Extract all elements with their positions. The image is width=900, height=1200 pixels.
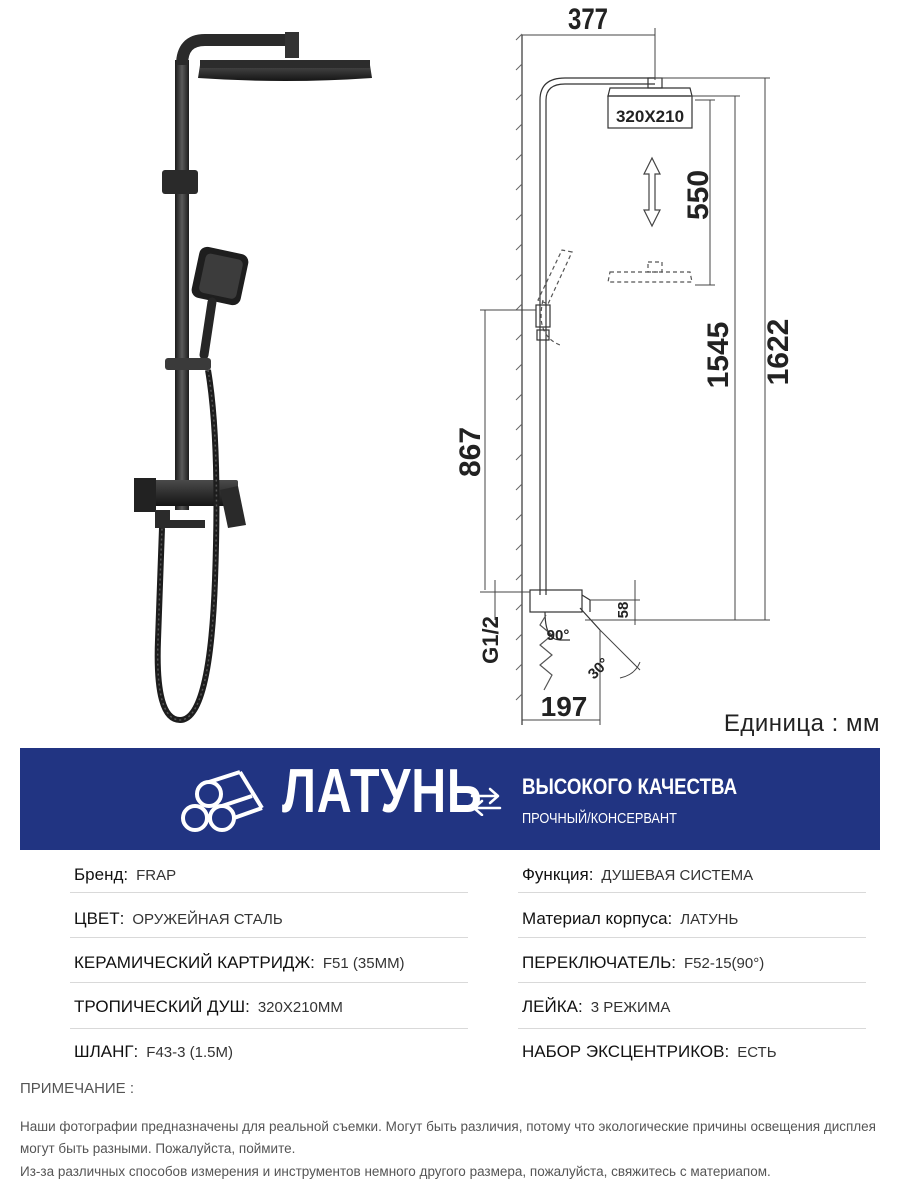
banner-title: ЛАТУНЬ [282, 757, 483, 826]
dim-spout-length: 197 [540, 691, 588, 722]
spec-divider [518, 937, 866, 938]
spec-divider [70, 1028, 468, 1029]
note-text-2: Из-за различных способов измерения и инструментов немного другого размера, пожалуйста, свяжитесь с материапом. [20, 1164, 771, 1179]
spec-divider [70, 937, 468, 938]
spec-diverter: ПЕРЕКЛЮЧАТЕЛЬ: F52-15(90°) [522, 953, 765, 972]
unit-label: Единица : мм [723, 710, 880, 737]
dim-angle-90: 90° [546, 627, 570, 644]
spec-divider [70, 982, 468, 983]
spec-eccentric-set: НАБОР ЭКСЦЕНТРИКОВ: ЕСТЬ [522, 1042, 777, 1061]
spec-divider [518, 892, 866, 893]
spec-brand: Бренд: FRAP [74, 865, 177, 884]
technical-drawing [440, 0, 880, 730]
dim-head-size: 320X210 [615, 107, 685, 126]
note-title: ПРИМЕЧАНИЕ : [20, 1080, 135, 1097]
spec-function: Функция: ДУШЕВАЯ СИСТЕМА [522, 865, 754, 884]
dim-angle-30: 30° [584, 654, 613, 683]
spec-divider [518, 982, 866, 983]
note-text-1: Наши фотографии предназначены для реальной съемки. Могут быть различия, потому что экологические причины освещения дисплея могут быть разными. Пожалуйста, поймите. [20, 1119, 876, 1156]
spec-body-material: Материал корпуса: ЛАТУНЬ [522, 909, 739, 928]
product-photo [120, 20, 400, 740]
dim-mixer-height: 867 [454, 426, 487, 478]
spec-rain-shower: ТРОПИЧЕСКИЙ ДУШ: 320X210MM [74, 997, 343, 1016]
dim-spout-drop: 58 [615, 601, 632, 619]
exchange-arrows-icon [468, 786, 504, 816]
material-banner [20, 748, 880, 850]
spec-color: ЦВЕТ: ОРУЖЕЙНАЯ СТАЛЬ [74, 909, 283, 928]
dim-height-1622: 1622 [762, 318, 795, 386]
banner-subtitle: ВЫСОКОГО КАЧЕСТВА [522, 774, 738, 799]
spec-divider [70, 892, 468, 893]
spec-divider [518, 1028, 866, 1029]
spec-hose: ШЛАНГ: F43-3 (1.5M) [74, 1042, 233, 1061]
dim-slide: 550 [682, 169, 715, 221]
dim-height-1545: 1545 [702, 321, 735, 389]
double-arrow-icon [644, 158, 660, 226]
dim-width-top: 377 [567, 1, 609, 36]
dim-thread: G1/2 [478, 616, 503, 664]
spec-hand-shower: ЛЕЙКА: 3 РЕЖИМА [522, 997, 671, 1016]
banner-subtext: ПРОЧНЫЙ/КОНСЕРВАНТ [522, 810, 677, 827]
spec-cartridge: КЕРАМИЧЕСКИЙ КАРТРИДЖ: F51 (35MM) [74, 953, 405, 972]
brass-pipes-icon [178, 766, 268, 836]
